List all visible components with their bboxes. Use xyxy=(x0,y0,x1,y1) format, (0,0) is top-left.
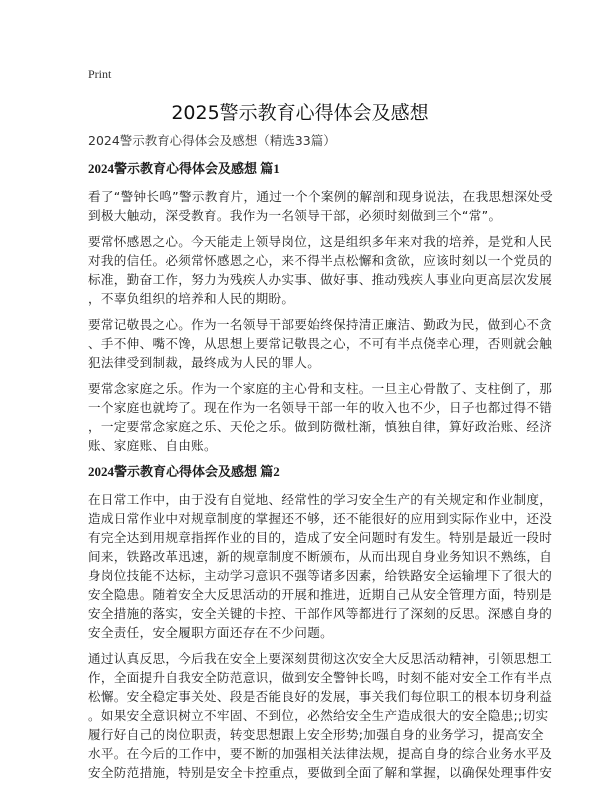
text-line: 看了“警钟长鸣”警示教育片，通过一个个案例的解剖和现身说法，在我思想深处受 xyxy=(88,189,553,204)
text-line: 有完全达到用规章指挥作业的目的，造成了安全问题时有发生。特别是最近一段时 xyxy=(88,530,553,545)
paragraph xyxy=(88,649,553,782)
text-line: 履行好自己的岗位职责，转变思想跟上安全形势;加强自身的业务学习，提高安全 xyxy=(88,727,544,742)
text-line: 要常怀感恩之心。今天能走上领导岗位，这是组织多年来对我的培养，是党和人民 xyxy=(88,234,553,249)
text-line: 一个家庭也就垮了。现在作为一名领导干部一年的收入也不少，日子也都过得不错 xyxy=(88,400,553,415)
document-body xyxy=(88,131,553,789)
text-line: 安全隐患。随着安全大反思活动的开展和推进，近期自己从安全管理方面，特别是 xyxy=(88,587,553,602)
paragraph xyxy=(88,379,553,455)
text-line: 通过认真反思，今后我在安全上要深刻贯彻这次安全大反思活动精神，引领思想工 xyxy=(88,651,553,666)
text-line: 对我的信任。必须常怀感恩之心，来不得半点松懈和贪欲，应该时刻以一个党员的 xyxy=(88,253,553,268)
text-line: ，不辜负组织的培养和人民的期盼。 xyxy=(88,291,295,306)
print-link[interactable]: Print xyxy=(88,67,112,81)
text-line: 要常记敬畏之心。作为一名领导干部要始终保持清正廉洁、勤政为民，做到心不贪 xyxy=(88,317,553,332)
text-line: 到极大触动，深受教育。我作为一名领导干部，必须时刻做到三个“常”。 xyxy=(88,208,502,223)
paragraph xyxy=(88,187,553,225)
paragraph xyxy=(88,315,553,372)
text-line: 要常念家庭之乐。作为一个家庭的主心骨和支柱。一旦主心骨散了、支柱倒了，那 xyxy=(88,381,553,396)
paragraph xyxy=(88,490,553,642)
text-line: ，一定要常念家庭之乐、天伦之乐。做到防微杜渐，慎独自律，算好政治账、经济 xyxy=(88,419,553,434)
document-subtitle: 2024警示教育心得体会及感想（精选33篇） xyxy=(88,133,336,148)
text-line: 身岗位技能不达标，主动学习意识不强等诸多因素，给铁路安全运输埋下了很大的 xyxy=(88,568,553,583)
text-line: 安全防范措施，特别是安全卡控重点，要做到全面了解和掌握，以确保处理事件安 xyxy=(88,765,553,780)
text-line: 作，全面提升自我安全防范意识，做到安全警钟长鸣，时刻不能对安全工作有半点 xyxy=(88,670,553,685)
page-title: 2025警示教育心得体会及感想 xyxy=(171,102,429,124)
text-line: 安全责任，安全履职方面还存在不少问题。 xyxy=(88,625,333,640)
text-line: 造成日常作业中对规章制度的掌握还不够，还不能很好的应用到实际作业中，还没 xyxy=(88,511,553,526)
paragraph xyxy=(88,232,553,308)
section-heading: 2024警示教育心得体会及感想 篇1 xyxy=(88,161,280,176)
text-line: 松懈。安全稳定事关处、段是否能良好的发展，事关我们每位职工的根本切身利益 xyxy=(88,689,553,704)
section-heading: 2024警示教育心得体会及感想 篇2 xyxy=(88,464,280,479)
text-line: 安全措施的落实，安全关键的卡控、干部作风等都进行了深刻的反思。深感自身的 xyxy=(88,606,553,621)
text-line: 水平。在今后的工作中，要不断的加强相关法律法规，提高自身的综合业务水平及 xyxy=(88,746,553,761)
text-line: 标准，勤奋工作，努力为残疾人办实事、做好事、推动残疾人事业向更高层次发展 xyxy=(88,272,553,287)
text-line: 间来，铁路改革迅速，新的规章制度不断颁布，从而出现自身业务知识不熟练，自 xyxy=(88,549,553,564)
text-line: 、手不伸、嘴不馋，从思想上要常记敬畏之心，不可有半点侥幸心理，否则就会触 xyxy=(88,336,553,351)
text-line: 犯法律受到制裁，最终成为人民的罪人。 xyxy=(88,355,321,370)
text-line: 在日常工作中，由于没有自觉地、经常性的学习安全生产的有关规定和作业制度， xyxy=(88,492,553,507)
text-line: 。如果安全意识树立不牢固、不到位，必然给安全生产造成很大的安全隐患;;切实 xyxy=(88,708,549,723)
text-line: 账、家庭账、自由账。 xyxy=(88,438,217,453)
